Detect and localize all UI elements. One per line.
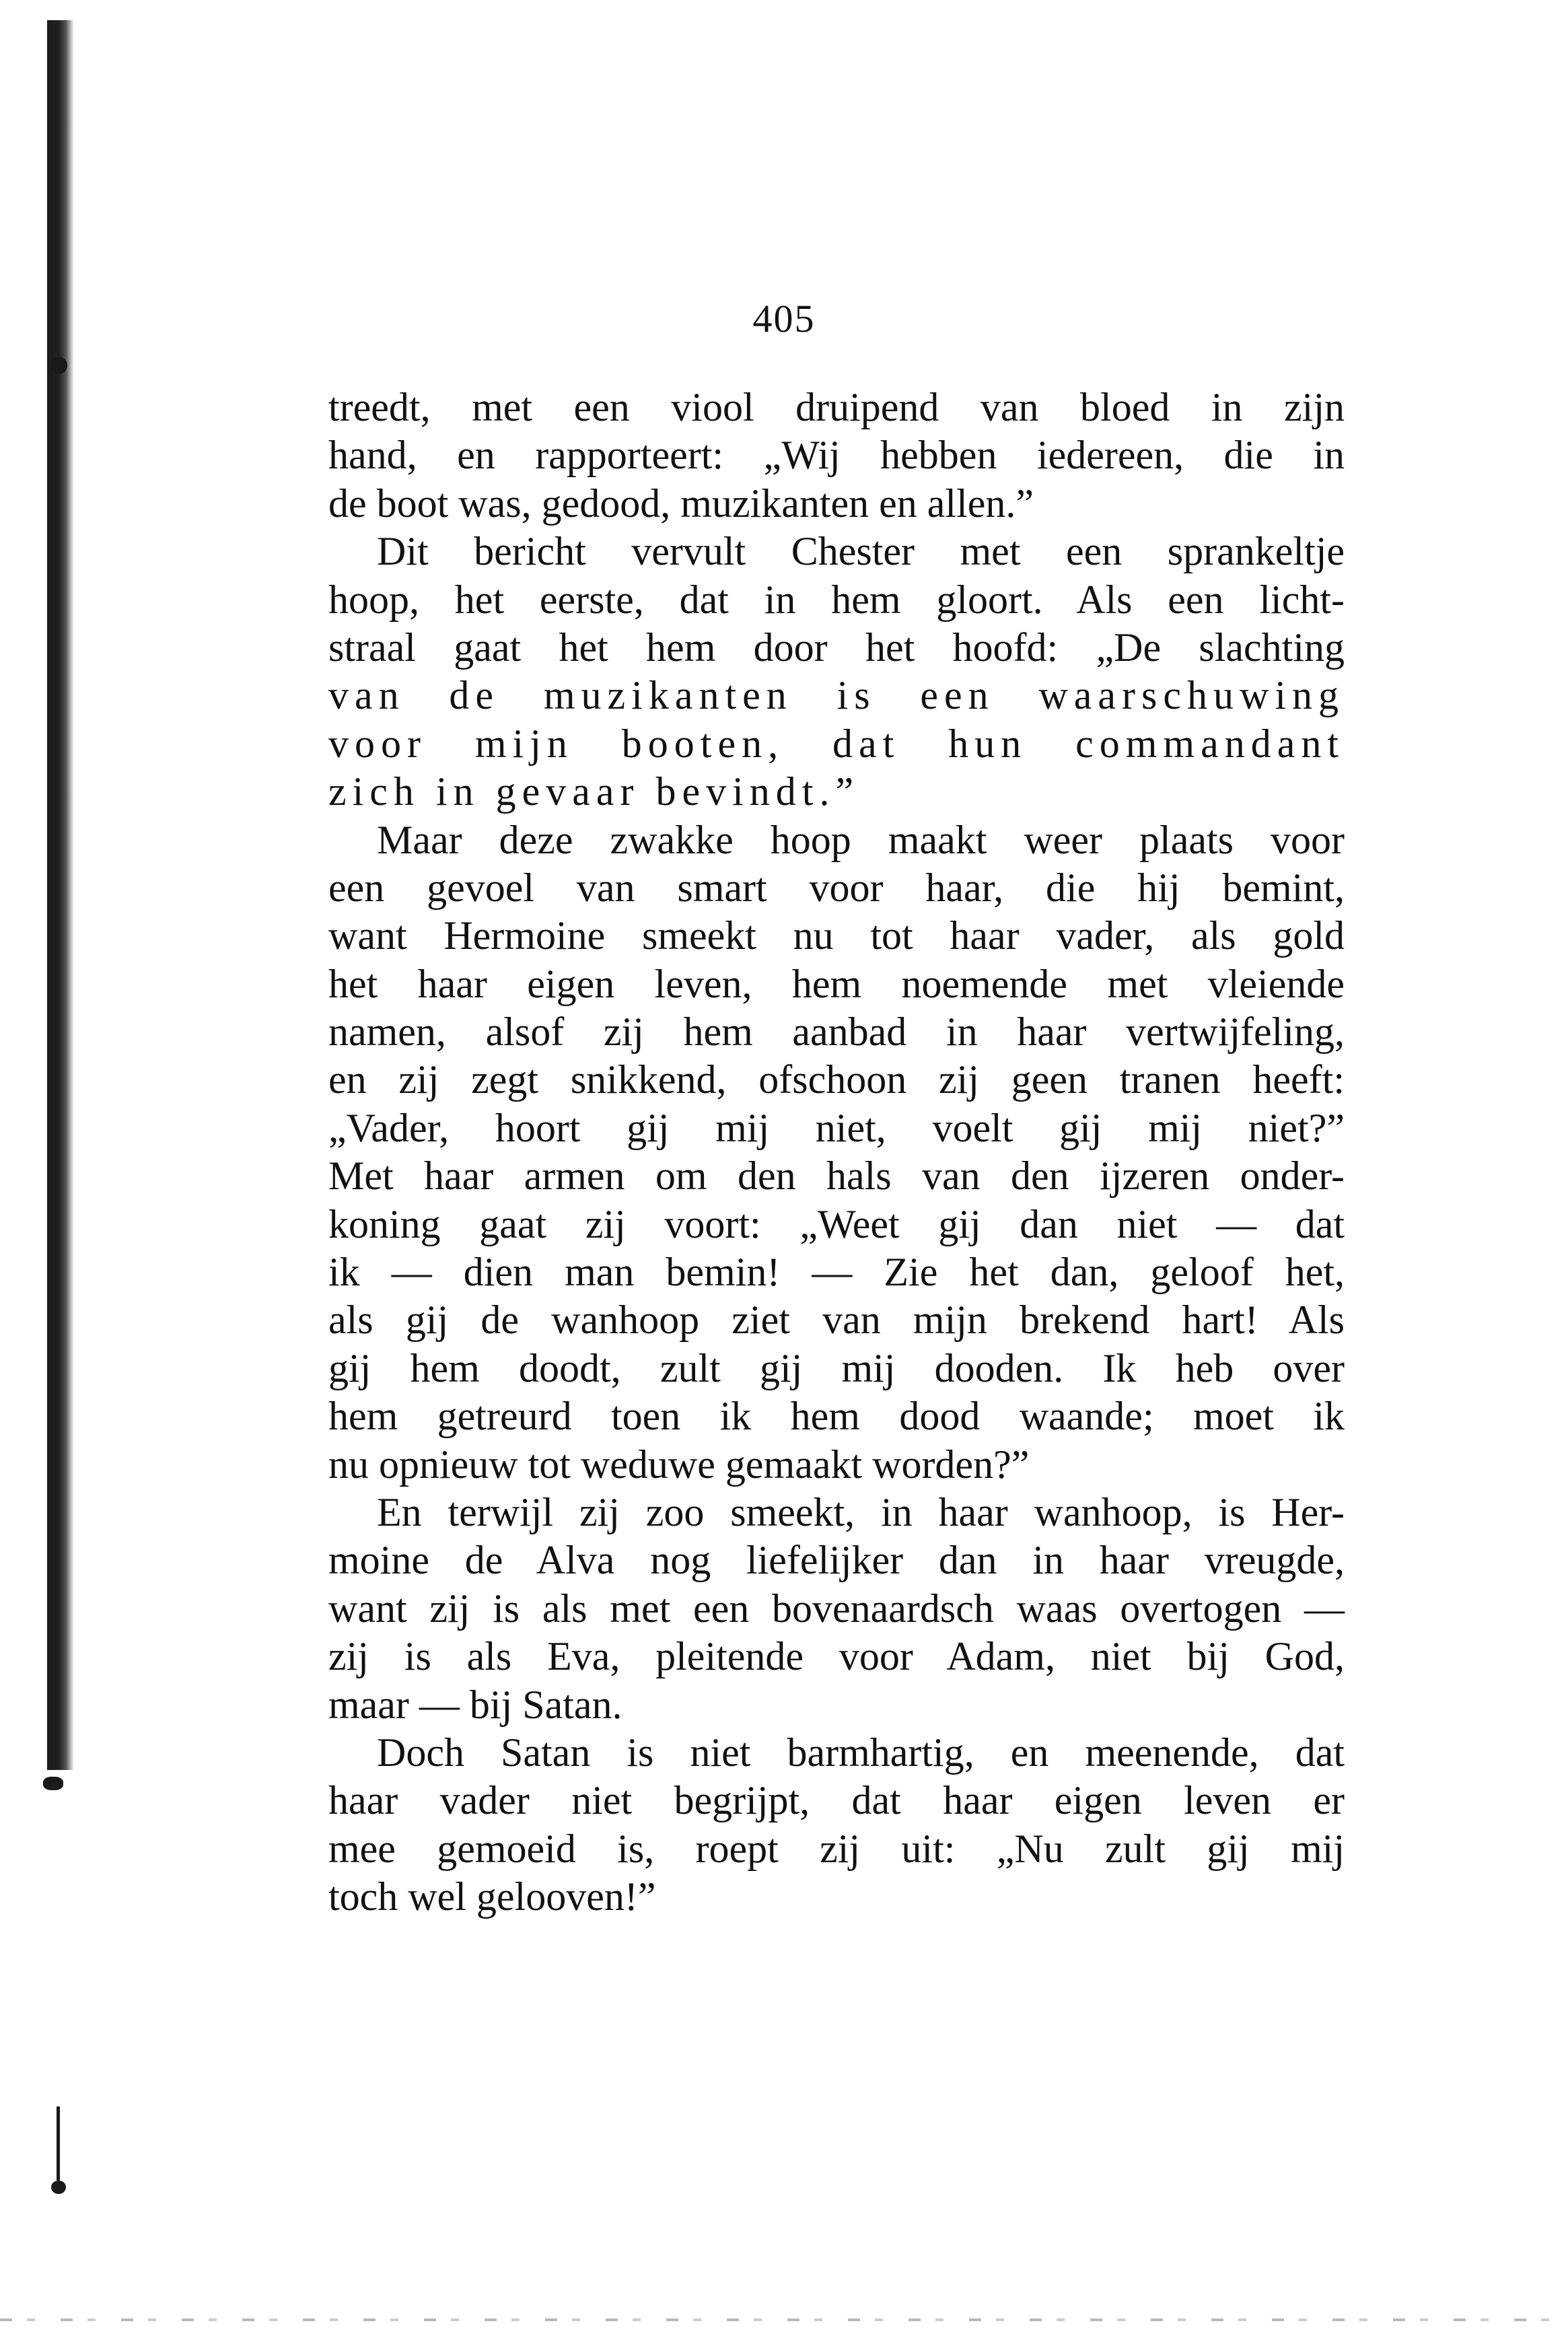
text-line: de boot was, gedood, muzikanten en allen.” <box>328 481 1034 526</box>
scan-speck <box>50 357 67 374</box>
body-text <box>328 384 1345 1921</box>
text-line: en zij zegt snikkend, ofschoon zij geen tranen heeft: <box>328 1057 1345 1102</box>
text-line: een gevoel van smart voor haar, die hij bemint, <box>328 865 1345 910</box>
text-line: Met haar armen om den hals van den ijzeren onder- <box>328 1154 1345 1199</box>
text-line: hem getreurd toen ik hem dood waande; moet ik <box>328 1394 1345 1439</box>
text-line: treedt, met een viool druipend van bloed in zijn <box>328 385 1345 429</box>
scan-binding-edge <box>47 20 74 1770</box>
text-line: voor mijn booten, dat hun commandant <box>328 721 1345 766</box>
text-line: „Vader, hoort gij mij niet, voelt gij mij niet?” <box>328 1105 1345 1150</box>
scan-speck <box>57 2106 60 2181</box>
text-line: namen, alsof zij hem aanbad in haar vertwijfeling, <box>328 1009 1345 1055</box>
text-line: het haar eigen leven, hem noemende met vleiende <box>328 961 1345 1006</box>
text-line: koning gaat zij voort: „Weet gij dan niet — dat <box>328 1201 1345 1246</box>
text-line: Dit bericht vervult Chester met een sprankeltje <box>377 529 1345 574</box>
text-line: straal gaat het hem door het hoofd: „De slachting <box>328 625 1345 670</box>
text-line: hoop, het eerste, dat in hem gloort. Als een licht- <box>328 577 1345 622</box>
text-line: mee gemoeid is, roept zij uit: „Nu zult gij mij <box>328 1826 1345 1871</box>
text-line: want zij is als met een bovenaardsch waas overtogen — <box>328 1586 1345 1631</box>
text-line: Maar deze zwakke hoop maakt weer plaats voor <box>377 817 1345 862</box>
text-line: ik — dien man bemin! — Zie het dan, geloof het, <box>328 1250 1345 1295</box>
text-line: maar — bij Satan. <box>328 1682 622 1727</box>
text-line: hand, en rapporteert: „Wij hebben iedereen, die in <box>328 433 1345 478</box>
scan-bottom-edge <box>0 2318 1568 2321</box>
text-line: want Hermoine smeekt nu tot haar vader, als gold <box>328 913 1345 958</box>
text-line: haar vader niet begrijpt, dat haar eigen leven er <box>328 1778 1345 1823</box>
text-line: van de muzikanten is een waarschuwing <box>328 673 1345 718</box>
text-line: Doch Satan is niet barmhartig, en meenende, dat <box>377 1730 1345 1775</box>
text-line: nu opnieuw tot weduwe gemaakt worden?” <box>328 1442 1030 1487</box>
text-line: En terwijl zij zoo smeekt, in haar wanhoop, is Her- <box>377 1489 1345 1534</box>
scan-speck <box>43 1777 63 1790</box>
text-line: zich in gevaar bevindt.” <box>328 769 860 814</box>
text-line: als gij de wanhoop ziet van mijn brekend hart! Als <box>328 1298 1345 1343</box>
page-number: 405 <box>752 297 816 341</box>
text-line: toch wel gelooven!” <box>328 1874 656 1919</box>
text-line: zij is als Eva, pleitende voor Adam, niet bij God, <box>328 1634 1345 1679</box>
text-line: gij hem doodt, zult gij mij dooden. Ik heb over <box>328 1345 1345 1390</box>
scan-speck <box>51 2181 66 2194</box>
text-line: moine de Alva nog liefelijker dan in haar vreugde, <box>328 1538 1345 1583</box>
